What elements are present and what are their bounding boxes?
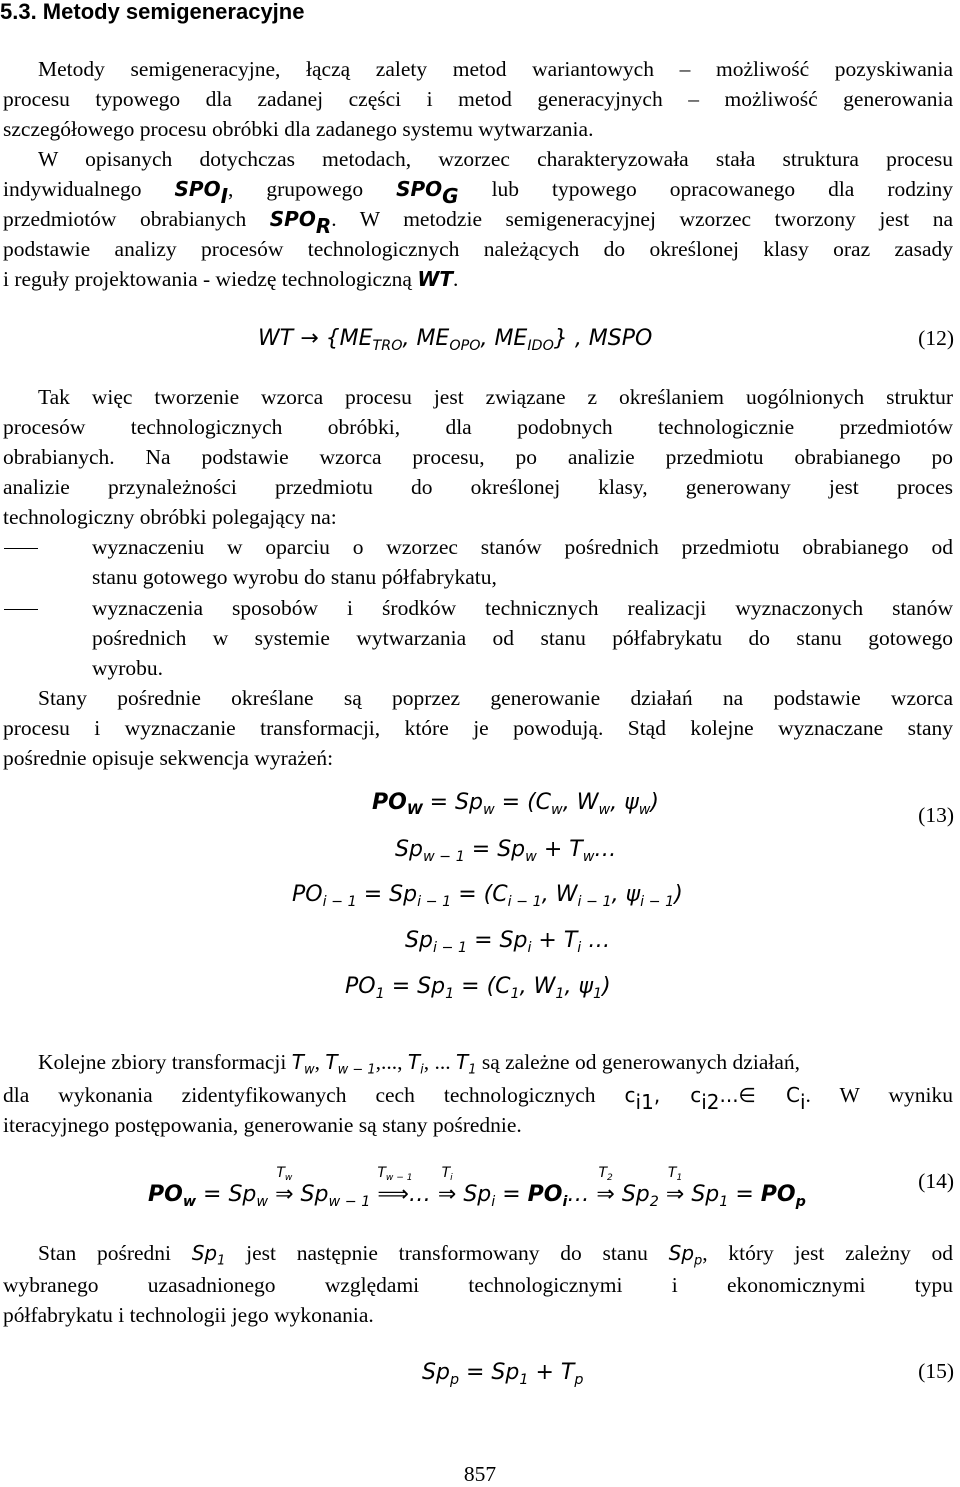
equation-number: (13) <box>918 803 954 827</box>
paragraph-line: półfabrykatu i technologii jego wykonania. <box>3 1303 374 1327</box>
section-title: 5.3. Metody semigeneracyjne <box>0 0 305 24</box>
list-item: wyznaczenia sposobów i środków technicznych realizacji wyznaczonych stanów <box>92 596 953 620</box>
math-spp: $Sp_p$ <box>668 1241 703 1269</box>
paragraph-line: podstawie analizy procesów technologicznych należących do określonej klasy oraz zasady <box>3 237 953 261</box>
list-item: stanu gotowego wyrobu do stanu półfabrykatu, <box>92 565 497 589</box>
text-run: Kolejne zbiory transformacji <box>38 1050 287 1074</box>
math-spo-r: $SPO_R$ <box>269 207 332 238</box>
transform-arrow: $T_2$ ⇒ <box>596 1165 615 1207</box>
paragraph-line: dla wykonania zidentyfikowanych cech technologicznych $c_{i1}$, $c_{i2}...\in$ $C_i$. W wyniku <box>3 1083 953 1114</box>
math-tw1: $T_{w - 1}$ <box>325 1050 376 1078</box>
paragraph-line: procesu typowego dla zadanej części i metod generacyjnych – możliwość generowania <box>3 87 953 111</box>
text-run: lub typowego opracowanego dla rodziny <box>491 177 953 201</box>
equation-13-row: $PO_W = Sp_w = (C_w$, $W_w$, $\psi_w$) <box>372 790 659 818</box>
paragraph-line: procesów technologicznych obróbki, dla podobnych technologicznie przedmiotów <box>3 415 953 439</box>
paragraph-line: pośrednie opisuje sekwencja wyrażeń: <box>3 746 334 770</box>
transform-arrow: $T_i$ ⇒ <box>437 1165 457 1207</box>
equation-13-row: $Sp_{i - 1} = Sp_i + T_i$ … <box>405 928 611 956</box>
equation-13-row: $PO_{i - 1} = Sp_{i - 1} = (C_{i - 1}$, $W_{i - 1}$, $\psi_{i - 1}$) <box>292 882 683 910</box>
list-item: wyznaczeniu w oparciu o wzorzec stanów pośrednich przedmiotu obrabianego od <box>92 535 953 559</box>
equation-14: $PO_w = Sp_w$ $T_w$ ⇒ $Sp_{w - 1}$ $T_{w - 1}$ ⟹… $T_i$ ⇒ $Sp_i$ = $PO_i\dots$ $T_2$ ⇒ $Sp_2$ $T_1$ ⇒ $Sp_1 = PO_p$ <box>148 1165 806 1210</box>
text-run: , grupowego <box>228 177 364 201</box>
equation-number: (14) <box>918 1169 954 1193</box>
list-item: wyrobu. <box>92 656 164 680</box>
equation-13-row: $PO_1 = Sp_1 = (C_1$, $W_1$, $\psi_1$) <box>345 974 611 1002</box>
math-tw: $T_w$ <box>291 1050 315 1078</box>
paragraph-line <box>38 1238 953 1268</box>
page-number: 857 <box>463 1462 497 1486</box>
math-spo-i: $SPO_I$ <box>174 177 229 208</box>
equation-number: (15) <box>918 1359 954 1383</box>
equation-13-row: $Sp_{w - 1} = Sp_w$ + $T_w\dots$ <box>395 837 617 865</box>
equation-number: (12) <box>918 326 954 350</box>
paragraph-line: Tak więc tworzenie wzorca procesu jest związane z określaniem uogólnionych struktur <box>38 385 953 409</box>
paragraph-line: Kolejne zbiory transformacji $T_w$, $T_{w - 1}$,..., $T_i$, ... $T_1$ są zależne od generowanych działań, <box>38 1050 800 1078</box>
paragraph-line: Metody semigeneracyjne, łączą zalety metod wariantowych – możliwość pozyskiwania <box>38 57 953 81</box>
text-run: są zależne od generowanych działań, <box>481 1050 800 1074</box>
math-wt: WT <box>417 267 454 291</box>
text-run: . <box>453 267 459 291</box>
paragraph-line: obrabianych. Na podstawie wzorca procesu, po analizie przedmiotu obrabianego po <box>3 445 953 469</box>
paragraph-line: iteracyjnego postępowania, generowanie są stany pośrednie. <box>3 1113 522 1137</box>
text-run: indywidualnego <box>3 177 142 201</box>
transform-arrow: $T_1$ ⇒ <box>665 1165 685 1207</box>
list-item: pośrednich w systemie wytwarzania od stanu półfabrykatu do stanu gotowego <box>92 626 953 650</box>
paragraph-line <box>3 264 953 294</box>
paragraph-line: analizie przynależności przedmiotu do określonej klasy, generowany jest proces <box>3 475 953 499</box>
paragraph-line <box>3 174 953 208</box>
transform-arrow: $T_w$ ⇒ <box>275 1165 294 1207</box>
text-run: Stan pośredni <box>38 1241 171 1265</box>
paragraph-line: procesu i wyznaczanie transformacji, które je powodują. Stąd kolejne wyznaczane stany <box>3 716 953 740</box>
text-run: . W metodzie semigeneracyjnej wzorzec tworzony jest na <box>331 207 954 231</box>
math-t1: $T_1$ <box>455 1050 477 1078</box>
math-features: $c_{i1}$, $c_{i2}...\in$ $C_i$ <box>624 1083 806 1114</box>
text-run: dla wykonania zidentyfikowanych cech technologicznych <box>3 1083 596 1107</box>
equation-12: WT → {$ME_{TRO}$, $ME_{OPO}$, $ME_{IDO}$} , MSPO <box>258 326 653 354</box>
math-spo-g: $SPO_G$ <box>396 177 459 208</box>
paragraph-line: Stany pośrednie określane są poprzez generowanie działań na podstawie wzorca <box>38 686 953 710</box>
text-run: przedmiotów obrabianych <box>3 207 247 231</box>
math-ti: $T_i$ <box>407 1050 424 1078</box>
text-run: , który jest zależny od <box>702 1241 953 1265</box>
paragraph-line <box>3 204 954 238</box>
equation-15: $Sp_p = Sp_1 + T_p$ <box>422 1360 584 1388</box>
math-sp1: $Sp_1$ <box>191 1241 226 1269</box>
transform-arrow: $T_{w - 1}$ ⟹ <box>377 1165 413 1207</box>
paragraph-line: szczegółowego procesu obróbki dla zadanego systemu wytwarzania. <box>3 117 594 141</box>
paragraph-line: wybranego uzasadnionego względami technologicznymi i ekonomicznymi typu <box>3 1273 953 1297</box>
paragraph-line: technologiczny obróbki polegający na: <box>3 505 337 529</box>
text-run: jest następnie transformowany do stanu <box>246 1241 648 1265</box>
paragraph-line: W opisanych dotychczas metodach, wzorzec charakteryzowała stała struktura procesu <box>38 147 953 171</box>
text-run: i reguły projektowania - wiedzę technologiczną <box>3 267 412 291</box>
